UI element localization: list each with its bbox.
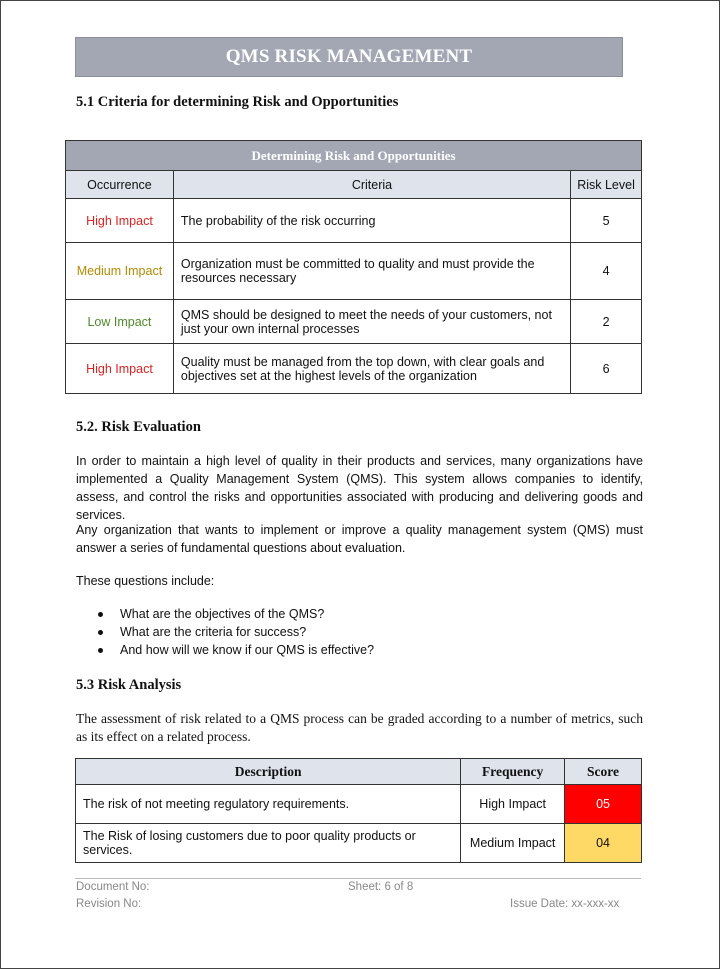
description-cell: The Risk of losing customers due to poor quality products or services. <box>76 824 461 863</box>
footer-revision-no: Revision No: <box>76 898 142 910</box>
frequency-cell: High Impact <box>461 785 565 824</box>
paragraph: In order to maintain a high level of quality in their products and services, many organizations have implemented a Quality Management System (QMS). This system allows companies to identify, assess, and control the risks and opportunities associated with producing and delivering goods and services. <box>76 454 643 522</box>
table-header-row <box>76 759 642 785</box>
risk-level-cell: 5 <box>571 199 642 243</box>
table-row <box>66 300 642 344</box>
table-caption: Determining Risk and Opportunities <box>66 141 642 171</box>
list-item <box>98 605 374 623</box>
list-item <box>98 623 374 641</box>
section-heading-evaluation: 5.2. Risk Evaluation <box>76 419 201 435</box>
table-row <box>66 199 642 243</box>
column-header: Occurrence <box>66 171 174 199</box>
criteria-cell: Organization must be committed to quality and must provide the resources necessary <box>173 243 570 300</box>
column-header: Risk Level <box>571 171 642 199</box>
paragraph: The assessment of risk related to a QMS process can be graded according to a number of metrics, such as its effect on a related process. <box>76 711 643 744</box>
frequency-cell: Medium Impact <box>461 824 565 863</box>
column-header: Description <box>76 759 461 785</box>
risk-level-cell: 4 <box>571 243 642 300</box>
table-row <box>66 243 642 300</box>
list-item-text: And how will we know if our QMS is effective? <box>120 643 375 657</box>
footer-document-no: Document No: <box>76 881 150 893</box>
criteria-cell: The probability of the risk occurring <box>173 199 570 243</box>
footer-divider <box>75 878 641 879</box>
risk-level-cell: 2 <box>571 300 642 344</box>
paragraph: These questions include: <box>76 574 215 588</box>
table-row <box>66 344 642 394</box>
bullet-icon <box>98 630 103 635</box>
occurrence-cell: High Impact <box>66 199 174 243</box>
footer-sheet: Sheet: 6 of 8 <box>348 881 414 893</box>
description-cell: The risk of not meeting regulatory requirements. <box>76 785 461 824</box>
table-row <box>76 824 642 863</box>
column-header: Score <box>565 759 642 785</box>
occurrence-cell: Medium Impact <box>66 243 174 300</box>
risk-analysis-table <box>75 758 642 863</box>
score-cell: 05 <box>565 785 642 824</box>
occurrence-cell: High Impact <box>66 344 174 394</box>
table-row <box>76 785 642 824</box>
section-heading-criteria: 5.1 Criteria for determining Risk and Opportunities <box>76 94 399 110</box>
score-cell: 04 <box>565 824 642 863</box>
criteria-cell: QMS should be designed to meet the needs of your customers, not just your own internal processes <box>173 300 570 344</box>
risk-level-cell: 6 <box>571 344 642 394</box>
title-banner <box>75 37 623 77</box>
list-item-text: What are the criteria for success? <box>120 625 307 639</box>
criteria-cell: Quality must be managed from the top down, with clear goals and objectives set at the highest levels of the organization <box>173 344 570 394</box>
column-header: Criteria <box>173 171 570 199</box>
bullet-icon <box>98 612 103 617</box>
paragraph: Any organization that wants to implement or improve a quality management system (QMS) must answer a series of fundamental questions about evaluation. <box>76 523 643 555</box>
page-title: QMS RISK MANAGEMENT <box>225 46 473 67</box>
column-header: Frequency <box>461 759 565 785</box>
list-item-text: What are the objectives of the QMS? <box>120 607 325 621</box>
occurrence-cell: Low Impact <box>66 300 174 344</box>
question-list <box>98 605 374 659</box>
footer-issue-date: Issue Date: xx-xxx-xx <box>510 898 620 910</box>
risk-criteria-table <box>65 140 642 394</box>
bullet-icon <box>98 648 103 653</box>
list-item <box>98 641 374 659</box>
section-heading-analysis: 5.3 Risk Analysis <box>76 677 182 693</box>
